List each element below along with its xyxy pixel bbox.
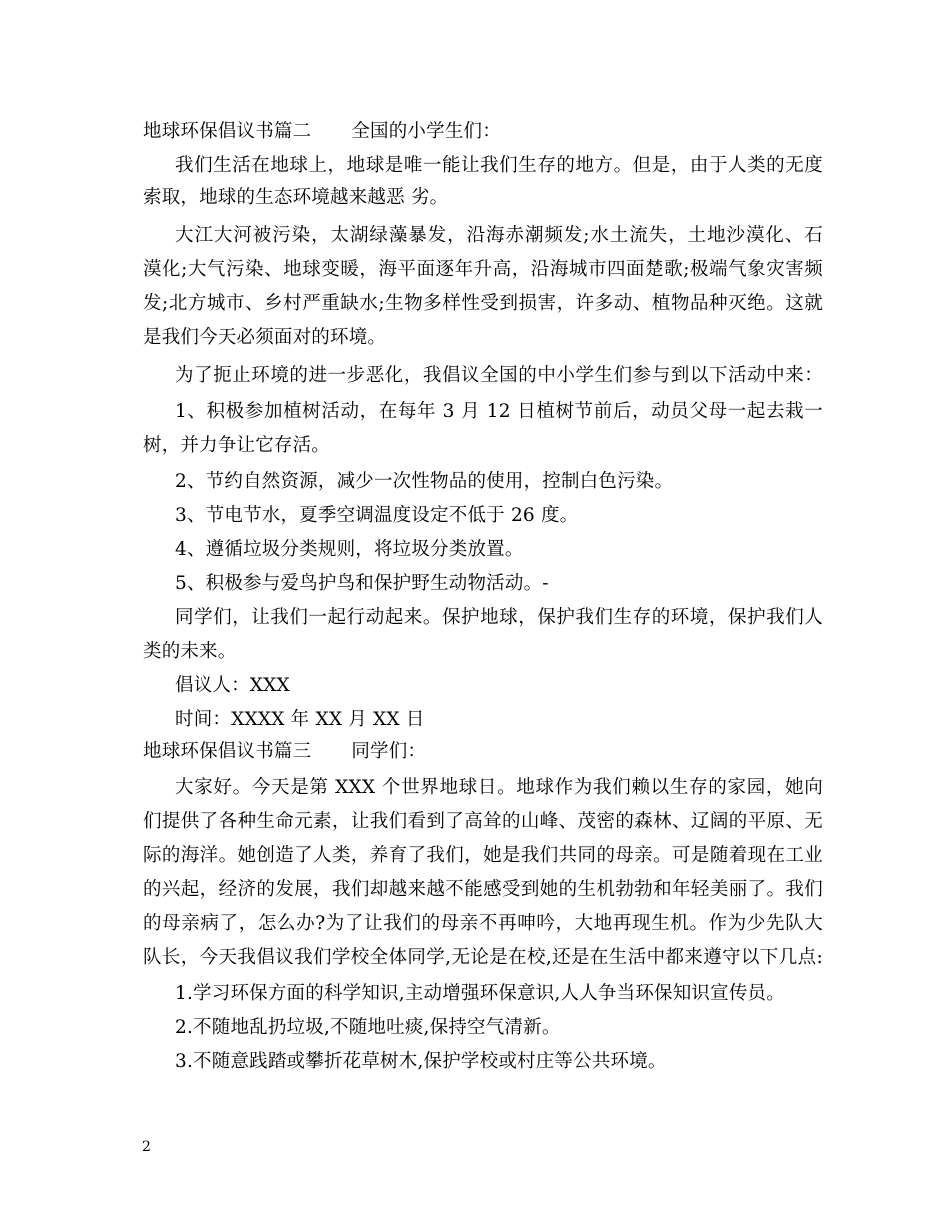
paragraph-line: 际的海洋。她创造了人类，养育了我们，她是我们共同的母亲。可是随着现在工业 <box>143 845 823 866</box>
paragraph-line: 的母亲病了，怎么办?为了让我们的母亲不再呻吟，大地再现生机。作为少先队大 <box>143 913 823 934</box>
salutation: 同学们： <box>351 741 427 762</box>
section-heading <box>143 736 823 768</box>
paragraph-line: 类的未来。 <box>143 641 237 662</box>
date: 时间：XXXX 年 XX 月 XX 日 <box>175 709 425 730</box>
paragraph-line: 队长，今天我倡议我们学校全体同学,无论是在校,还是在生活中都来遵守以下几点: <box>143 947 823 968</box>
list-item: 1.学习环保方面的科学知识,主动增强环保意识,人人争当环保知识宣传员。 <box>175 983 785 1004</box>
paragraph-line: 为了扼止环境的进一步恶化，我倡议全国的中小学生们参与到以下活动中来： <box>175 365 823 386</box>
list-item: 3.不随意践踏或攀折花草树木,保护学校或村庄等公共环境。 <box>175 1051 667 1072</box>
section-heading <box>143 116 823 148</box>
paragraph-line: 大家好。今天是第 XXX 个世界地球日。地球作为我们赖以生存的家园，她向 <box>175 777 823 798</box>
list-item: 5、积极参与爱鸟护鸟和保护野生动物活动。- <box>175 573 549 594</box>
paragraph-line: 我们生活在地球上，地球是唯一能让我们生存的地方。但是，由于人类的无度 <box>175 155 823 176</box>
page-number: 2 <box>142 1139 151 1155</box>
list-item: 2、节约自然资源，减少一次性物品的使用，控制白色污染。 <box>175 471 674 492</box>
paragraph-line: 发;北方城市、乡村严重缺水;生物多样性受到损害，许多动、植物品种灭绝。这就 <box>143 293 823 314</box>
paragraph-line: 大江大河被污染，太湖绿藻暴发，沿海赤潮频发;水土流失，土地沙漠化、石 <box>175 225 823 246</box>
paragraph-line: 们提供了各种生命元素，让我们看到了高耸的山峰、茂密的森林、辽阔的平原、无 <box>143 811 823 832</box>
section-title: 地球环保倡议书篇三 <box>143 741 312 762</box>
list-item: 4、遵循垃圾分类规则，将垃圾分类放置。 <box>175 539 524 560</box>
paragraph-line: 索取，地球的生态环境越来越恶 劣。 <box>143 187 449 208</box>
paragraph-line: 是我们今天必须面对的环境。 <box>143 327 387 348</box>
paragraph-line: 同学们，让我们一起行动起来。保护地球，保护我们生存的环境，保护我们人 <box>175 607 823 628</box>
salutation: 全国的小学生们： <box>351 121 501 142</box>
initiator: 倡议人：XXX <box>175 675 290 696</box>
list-item: 1、积极参加植树活动，在每年 3 月 12 日植树节前后，动员父母一起去栽一 <box>175 401 823 422</box>
paragraph-line: 漠化;大气污染、地球变暖，海平面逐年升高，沿海城市四面楚歌;极端气象灾害频 <box>143 259 823 280</box>
paragraph-line: 的兴起，经济的发展，我们却越来越不能感受到她的生机勃勃和年轻美丽了。我们 <box>143 879 823 900</box>
list-item-continued: 树，并力争让它存活。 <box>143 435 331 456</box>
list-item: 2.不随地乱扔垃圾,不随地吐痰,保持空气清新。 <box>175 1017 561 1038</box>
section-title: 地球环保倡议书篇二 <box>143 121 312 142</box>
list-item: 3、节电节水，夏季空调温度设定不低于 26 度。 <box>175 505 579 526</box>
